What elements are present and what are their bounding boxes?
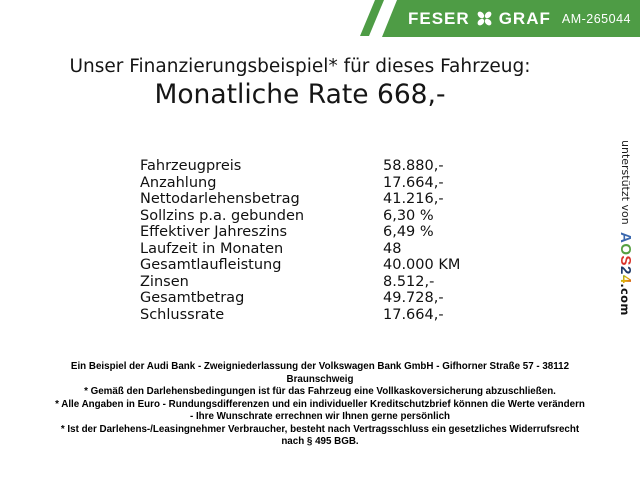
- table-row: [140, 290, 460, 307]
- logo-letter-s: S: [617, 255, 634, 266]
- financing-example-heading: Unser Finanzierungsbeispiel* für dieses Fahrzeug:: [69, 56, 531, 77]
- footnote-line: Braunschweig: [286, 373, 354, 385]
- row-label: Fahrzeugpreis: [140, 158, 242, 174]
- row-label: Sollzins p.a. gebunden: [140, 207, 305, 224]
- footnote-line: Ein Beispiel der Audi Bank - Zweigniederlassung der Volkswagen Bank GmbH - Gifhorner Straße 57 - 38112: [70, 361, 570, 372]
- supported-by-label: unterstützt von: [619, 140, 632, 225]
- banner-stripe: [360, 0, 384, 36]
- row-label: Zinsen: [140, 273, 189, 290]
- footnote-line: - Ihre Wunschrate errechnen wir Ihnen gerne persönlich: [189, 411, 451, 422]
- vehicle-ref-number: AM-265044: [561, 11, 631, 26]
- monthly-rate-heading: Monatliche Rate 668,-: [154, 79, 446, 110]
- row-value: 48: [383, 240, 402, 257]
- brand-banner: [408, 0, 631, 37]
- table-row: [140, 208, 460, 225]
- row-label: Nettodarlehensbetrag: [140, 191, 300, 207]
- table-row: [140, 158, 460, 175]
- row-label: Laufzeit in Monaten: [140, 240, 284, 257]
- row-label: Gesamtlaufleistung: [140, 257, 282, 273]
- table-row: [140, 241, 460, 258]
- table-row: [140, 257, 460, 274]
- row-value: 6,30 %: [383, 207, 434, 224]
- logo-letter-a: A: [617, 231, 634, 244]
- row-value: 8.512,-: [383, 273, 435, 290]
- row-value: 49.728,-: [383, 290, 444, 306]
- logo-letter-4: 4: [617, 274, 634, 284]
- clover-icon: [476, 10, 493, 27]
- table-row: [140, 175, 460, 192]
- brand-word-feser: FESER: [408, 8, 470, 28]
- row-label: Schlussrate: [140, 306, 225, 323]
- aos24-logo: [617, 232, 634, 284]
- finance-table: [140, 158, 460, 323]
- footnote-line: * Alle Angaben in Euro - Rundungsdifferenzen und ein individueller Kreditschutzbrief können die Werte verändern: [55, 398, 585, 410]
- row-value: 41.216,-: [383, 191, 444, 207]
- row-label: Effektiver Jahreszins: [140, 224, 288, 240]
- legal-footnotes: [20, 361, 620, 449]
- row-label: Anzahlung: [140, 174, 217, 191]
- table-row: [140, 274, 460, 291]
- logo-letter-2: 2: [617, 265, 634, 275]
- logo-domain-suffix: .com: [618, 283, 632, 316]
- brand-word-graf: GRAF: [498, 8, 551, 28]
- row-value: 58.880,-: [383, 158, 444, 174]
- row-value: 40.000 KM: [383, 257, 461, 273]
- supported-by-vertical-text: [604, 140, 634, 350]
- footnote-line: * Ist der Darlehens-/Leasingnehmer Verbraucher, besteht nach Vertragsschluss ein gesetzliches Widerrufsrecht: [60, 423, 580, 435]
- footnote-line: nach § 495 BGB.: [281, 436, 359, 447]
- table-row: [140, 191, 460, 208]
- row-label: Gesamtbetrag: [140, 290, 245, 306]
- row-value: 17.664,-: [383, 306, 444, 323]
- table-row: [140, 307, 460, 324]
- row-value: 6,49 %: [383, 224, 434, 240]
- table-row: [140, 224, 460, 241]
- logo-letter-o: O: [617, 243, 634, 256]
- row-value: 17.664,-: [383, 174, 444, 191]
- footnote-line: * Gemäß den Darlehensbedingungen ist für das Fahrzeug eine Vollkaskoversicherung abzuschließen.: [84, 386, 556, 397]
